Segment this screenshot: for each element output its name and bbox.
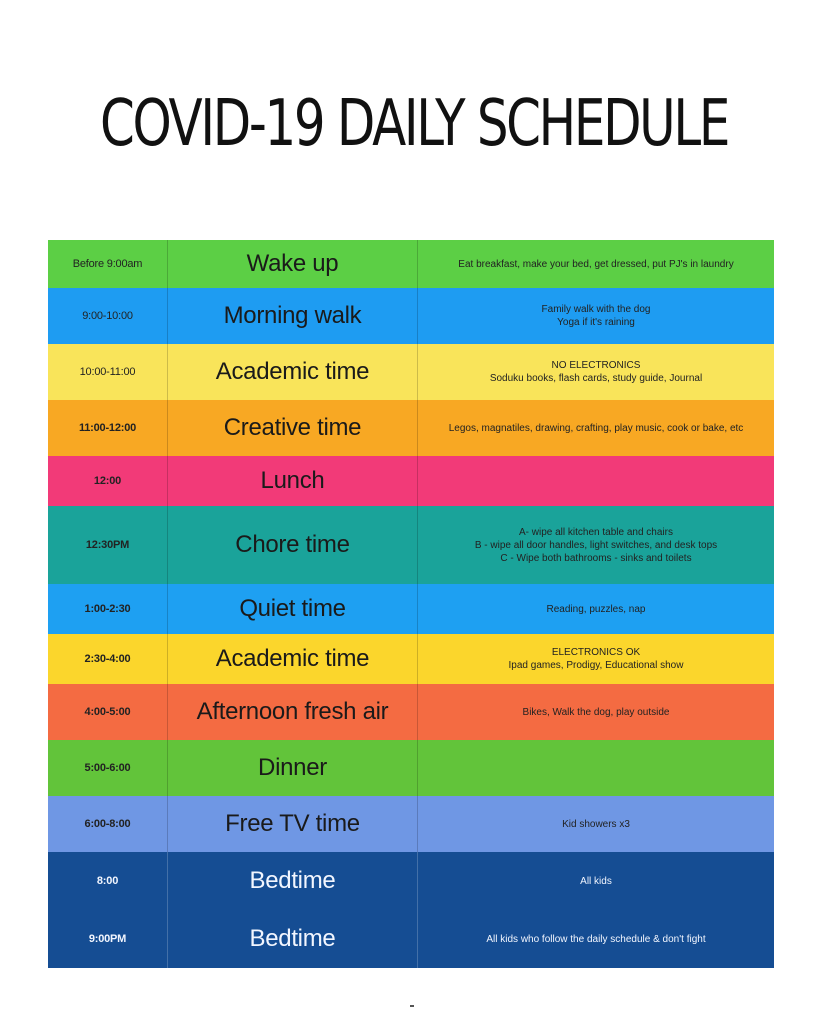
schedule-row <box>48 288 774 344</box>
time-cell: Before 9:00am <box>48 240 168 288</box>
notes-cell <box>418 796 774 852</box>
schedule-row <box>48 634 774 684</box>
schedule-row <box>48 584 774 634</box>
note-line: Yoga if it's raining <box>557 317 635 328</box>
notes-cell <box>418 344 774 400</box>
notes-cell <box>418 684 774 740</box>
notes-cell <box>418 910 774 968</box>
time-cell: 10:00-11:00 <box>48 344 168 400</box>
time-cell: 8:00 <box>48 852 168 910</box>
schedule-row <box>48 684 774 740</box>
note-line: A- wipe all kitchen table and chairs <box>519 526 673 538</box>
notes-cell <box>418 400 774 456</box>
page-title: COVID-19 DAILY SCHEDULE <box>99 87 729 161</box>
activity-cell: Creative time <box>168 400 418 456</box>
activity-cell: Bedtime <box>168 910 418 968</box>
note-line: Soduku books, flash cards, study guide, Journal <box>489 373 703 384</box>
notes-cell <box>418 852 774 910</box>
activity-cell: Morning walk <box>168 288 418 344</box>
note-line: Eat breakfast, make your bed, get dressed, put PJ's in laundry <box>458 258 734 270</box>
schedule-row <box>48 852 774 910</box>
time-cell: 12:00 <box>48 456 168 506</box>
notes-cell <box>418 240 774 288</box>
activity-cell: Chore time <box>168 506 418 584</box>
note-line: B - wipe all door handles, light switches, and desk tops <box>474 539 718 551</box>
schedule-row <box>48 506 774 584</box>
activity-cell: Academic time <box>168 344 418 400</box>
schedule-row <box>48 456 774 506</box>
schedule-row <box>48 240 774 288</box>
activity-cell: Bedtime <box>168 852 418 910</box>
notes-cell <box>418 634 774 684</box>
note-line: ELECTRONICS OK <box>551 647 641 658</box>
time-cell: 6:00-8:00 <box>48 796 168 852</box>
notes-cell <box>418 456 774 506</box>
note-line: Reading, puzzles, nap <box>546 603 646 615</box>
note-line: Legos, magnatiles, drawing, crafting, play music, cook or bake, etc <box>448 422 744 434</box>
activity-cell: Lunch <box>168 456 418 506</box>
note-line: All kids who follow the daily schedule & don't fight <box>486 933 706 945</box>
time-cell: 12:30PM <box>48 506 168 584</box>
schedule-row <box>48 400 774 456</box>
note-line: Kid showers x3 <box>562 818 630 830</box>
activity-cell: Afternoon fresh air <box>168 684 418 740</box>
activity-cell: Dinner <box>168 740 418 796</box>
schedule-row <box>48 344 774 400</box>
notes-cell <box>418 740 774 796</box>
time-cell: 4:00-5:00 <box>48 684 168 740</box>
note-line: Family walk with the dog <box>541 304 651 315</box>
note-line: C - Wipe both bathrooms - sinks and toilets <box>500 552 692 564</box>
note-line: All kids <box>580 875 612 887</box>
time-cell: 11:00-12:00 <box>48 400 168 456</box>
note-line: Ipad games, Prodigy, Educational show <box>508 660 684 671</box>
schedule-row <box>48 910 774 968</box>
note-line: Bikes, Walk the dog, play outside <box>522 706 670 718</box>
time-cell: 1:00-2:30 <box>48 584 168 634</box>
page-mark <box>410 1005 414 1007</box>
activity-cell: Academic time <box>168 634 418 684</box>
notes-cell <box>418 288 774 344</box>
notes-cell <box>418 584 774 634</box>
time-cell: 5:00-6:00 <box>48 740 168 796</box>
activity-cell: Free TV time <box>168 796 418 852</box>
time-cell: 2:30-4:00 <box>48 634 168 684</box>
time-cell: 9:00-10:00 <box>48 288 168 344</box>
schedule-table <box>48 240 774 968</box>
time-cell: 9:00PM <box>48 910 168 968</box>
schedule-row <box>48 740 774 796</box>
activity-cell: Wake up <box>168 240 418 288</box>
notes-cell <box>418 506 774 584</box>
note-line: NO ELECTRONICS <box>551 360 641 371</box>
schedule-row <box>48 796 774 852</box>
activity-cell: Quiet time <box>168 584 418 634</box>
